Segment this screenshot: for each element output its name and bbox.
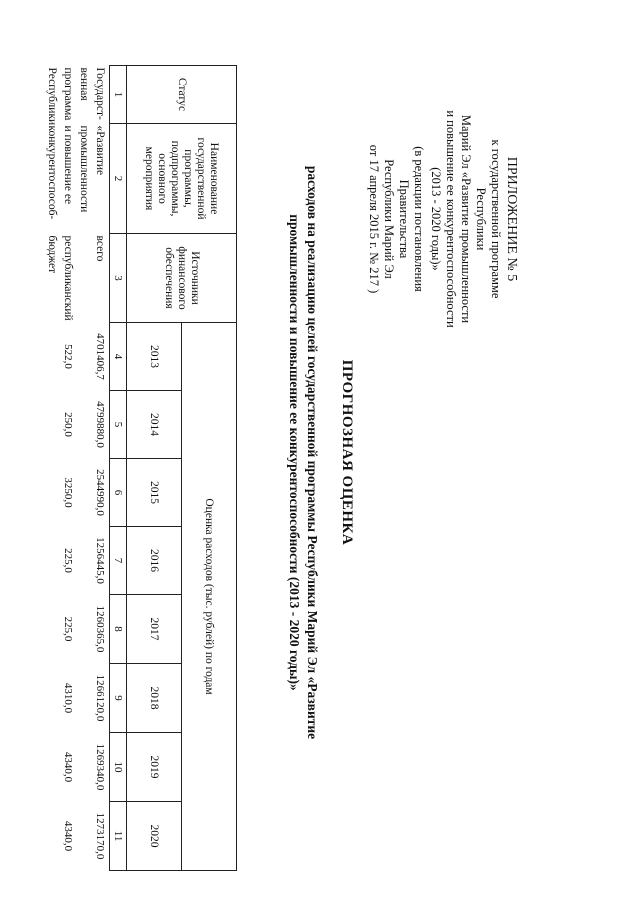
row-value xyxy=(77,664,93,733)
row-value xyxy=(77,733,93,802)
row-value: 1256445,0 xyxy=(94,537,106,584)
row-value: 1269340,0 xyxy=(94,743,106,791)
row-value xyxy=(45,323,61,391)
edition-line: от 17 апреля 2015 г. № 217 ) xyxy=(367,144,381,294)
expense-estimate-table xyxy=(45,65,237,871)
appendix-line: к государственной программе Республики xyxy=(474,139,503,299)
row-value xyxy=(45,459,61,527)
row-name: «Развитие xyxy=(94,125,106,176)
header-status: Статус xyxy=(127,66,237,124)
row-value: 3250,0 xyxy=(62,477,74,508)
row-value xyxy=(77,323,93,391)
appendix-number: ПРИЛОЖЕНИЕ № 5 xyxy=(504,156,519,282)
header-year: 2019 xyxy=(127,733,182,802)
column-number: 7 xyxy=(110,527,127,595)
column-number: 4 xyxy=(110,323,127,391)
row-value: 1273170,0 xyxy=(94,812,106,860)
column-number: 10 xyxy=(110,733,127,802)
column-number: 9 xyxy=(110,664,127,733)
column-number: 5 xyxy=(110,391,127,459)
column-number: 6 xyxy=(110,459,127,527)
row-value xyxy=(45,664,61,733)
row-value xyxy=(45,391,61,459)
appendix-line: Марий Эл «Развитие промышленности xyxy=(459,114,473,324)
row-value xyxy=(77,802,93,871)
header-year: 2016 xyxy=(127,527,182,595)
table-row xyxy=(61,66,77,871)
row-value: 1266120,0 xyxy=(94,674,106,722)
edition-line: Республики Марий Эл xyxy=(382,159,396,279)
document-subtitle: расходов на реализацию целей государственной программы Республики Марий Эл «Развитие xyxy=(305,165,320,740)
header-year: 2015 xyxy=(127,459,182,527)
row-value: 4310,0 xyxy=(62,682,74,714)
row-value: 4340,0 xyxy=(62,820,74,852)
row-value: 225,0 xyxy=(62,616,74,642)
row-value xyxy=(45,527,61,595)
header-year: 2013 xyxy=(127,323,182,391)
row-value xyxy=(77,391,93,459)
header-year: 2014 xyxy=(127,391,182,459)
row-value xyxy=(77,459,93,527)
row-status: венная xyxy=(78,67,90,101)
appendix-line: (2013 - 2020 годы)» xyxy=(429,167,443,271)
row-source xyxy=(77,234,93,323)
row-value xyxy=(45,802,61,871)
row-value: 522,0 xyxy=(62,344,74,369)
row-name: конкурентоспособ- xyxy=(46,125,58,220)
document-subtitle: промышленности и повышение ее конкурентоспособности (2013 - 2020 годы)» xyxy=(287,214,302,691)
header-year: 2018 xyxy=(127,664,182,733)
column-number: 3 xyxy=(110,234,127,323)
row-value: 225,0 xyxy=(62,548,74,573)
row-value xyxy=(77,527,93,595)
column-number: 2 xyxy=(110,124,127,234)
edition-line: (в редакции постановления Правительства xyxy=(397,146,426,292)
row-value xyxy=(45,733,61,802)
row-value: 1260365,0 xyxy=(94,605,106,653)
column-number: 8 xyxy=(110,595,127,664)
column-number: 1 xyxy=(110,66,127,124)
header-name: Наименование государственной программы, подпрограммы, основного мероприятия xyxy=(127,124,237,234)
row-value: 4799880,0 xyxy=(94,401,106,448)
appendix-line: и повышение ее конкурентоспособности xyxy=(444,110,458,328)
header-estimate: Оценка расходов (тыс. рублей) по годам xyxy=(182,323,237,871)
row-name: и повышение ее xyxy=(62,125,74,205)
appendix-block xyxy=(366,108,520,330)
header-source: Источники финансового обеспечения xyxy=(127,234,237,323)
document-title: ПРОГНОЗНАЯ ОЦЕНКА xyxy=(339,359,355,546)
row-status: программа xyxy=(62,67,74,121)
table-row xyxy=(93,66,110,871)
header-year: 2020 xyxy=(127,802,182,871)
row-value xyxy=(45,595,61,664)
header-year: 2017 xyxy=(127,595,182,664)
row-source: республиканский xyxy=(62,235,74,321)
row-name: промышленности xyxy=(78,125,90,213)
table-row xyxy=(77,66,93,871)
row-status: Республики xyxy=(46,67,58,126)
row-source: всего xyxy=(94,235,106,262)
row-status: Государст- xyxy=(94,67,106,120)
column-number: 11 xyxy=(110,802,127,871)
row-value: 2544990,0 xyxy=(94,469,106,516)
table-row xyxy=(45,66,61,871)
row-source: бюджет xyxy=(46,235,58,274)
row-value: 4701406,7 xyxy=(94,333,106,380)
row-value: 250,0 xyxy=(62,412,74,437)
row-value: 4340,0 xyxy=(62,751,74,783)
row-value xyxy=(77,595,93,664)
